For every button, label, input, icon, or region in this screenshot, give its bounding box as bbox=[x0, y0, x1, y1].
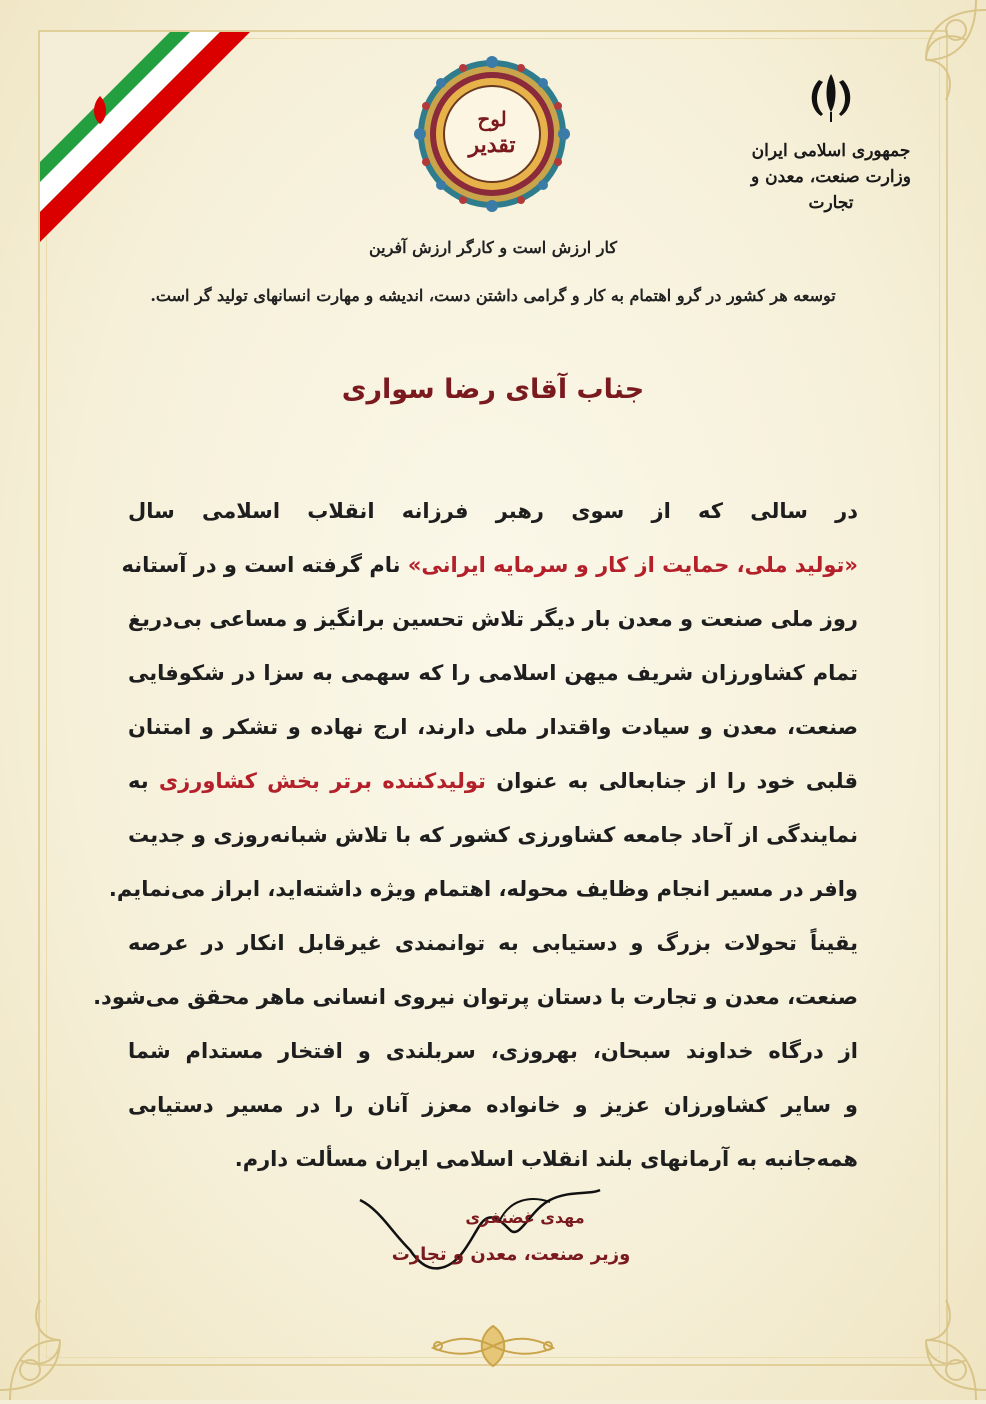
certificate-body bbox=[93, 484, 858, 1186]
country-name: جمهوری اسلامی ایران bbox=[751, 141, 911, 161]
bottom-ornament bbox=[418, 1316, 568, 1376]
body-line: تمام کشاورزان شریف میهن اسلامی را که سهمی به سزا در شکوفایی bbox=[128, 661, 858, 685]
medallion-line-1: لوح bbox=[477, 107, 507, 131]
iran-flag-ribbon bbox=[40, 32, 250, 242]
body-line: در سالی که از سوی رهبر فرزانه انقلاب اسلامی سال bbox=[128, 499, 858, 523]
iran-emblem-icon bbox=[801, 68, 861, 128]
ministry-name: وزارت صنعت، معدن و تجارت bbox=[751, 167, 911, 213]
body-line: یقیناً تحولات بزرگ و دستیابی به توانمندی غیرقابل انکار در عرصه bbox=[128, 931, 858, 955]
body-line: نمایندگی از آحاد جامعه کشاورزی کشور که با تلاش شبانه‌روزی و جدیت bbox=[128, 823, 858, 847]
motto-line-2: توسعه هر کشور در گرو اهتمام به کار و گرامی داشتن دست، اندیشه و مهارت انسانهای تولید گر است. bbox=[150, 286, 836, 305]
medallion-line-2: تقدیر bbox=[468, 132, 516, 158]
motto-line-1: کار ارزش است و کارگر ارزش آفرین bbox=[368, 238, 617, 257]
certificate-medallion bbox=[413, 48, 571, 220]
recipient-name: جناب آقای رضا سواری bbox=[341, 374, 645, 405]
body-text-segment: قلبی خود را از جنابعالی به عنوان bbox=[485, 769, 858, 793]
body-highlight: «تولید ملی، حمایت از کار و سرمایه ایرانی» bbox=[407, 553, 858, 577]
body-line: و سایر کشاورزان عزیز و خانواده معزز آنان را در مسیر دستیابی bbox=[128, 1093, 858, 1117]
body-line bbox=[121, 538, 858, 592]
body-line bbox=[128, 754, 858, 808]
body-line: صنعت، معدن و سیادت واقتدار ملی دارند، ارج نهاده و تشکر و امتنان bbox=[128, 715, 858, 739]
ministry-emblem-block bbox=[731, 68, 931, 216]
body-line: از درگاه خداوند سبحان، بهروزی، سربلندی و افتخار مستدام شما bbox=[128, 1039, 858, 1063]
body-highlight: تولیدکننده برتر بخش کشاورزی bbox=[158, 769, 486, 793]
body-line: وافر در مسیر انجام وظایف محوله، اهتمام ویژه داشته‌اید، ابراز می‌نمایم. bbox=[108, 877, 858, 901]
corner-ornament-bottom-left bbox=[0, 1280, 120, 1400]
body-line: روز ملی صنعت و معدن بار دیگر تلاش تحسین برانگیز و مساعی بی‌دریغ bbox=[127, 607, 858, 631]
body-line: همه‌جانبه به آرمانهای بلند انقلاب اسلامی ایران مسألت دارم. bbox=[234, 1147, 858, 1171]
body-text-segment: به bbox=[128, 769, 159, 793]
body-text-segment: نام گرفته است و در آستانه bbox=[121, 553, 408, 577]
signatory-name: مهدی غضنفری bbox=[465, 1208, 585, 1227]
corner-ornament-bottom-right bbox=[866, 1280, 986, 1400]
body-line: صنعت، معدن و تجارت با دستان پرتوان نیروی انسانی ماهر محقق می‌شود. bbox=[93, 985, 858, 1009]
signatory-title: وزیر صنعت، معدن و تجارت bbox=[391, 1244, 631, 1265]
medallion-title bbox=[413, 106, 571, 158]
